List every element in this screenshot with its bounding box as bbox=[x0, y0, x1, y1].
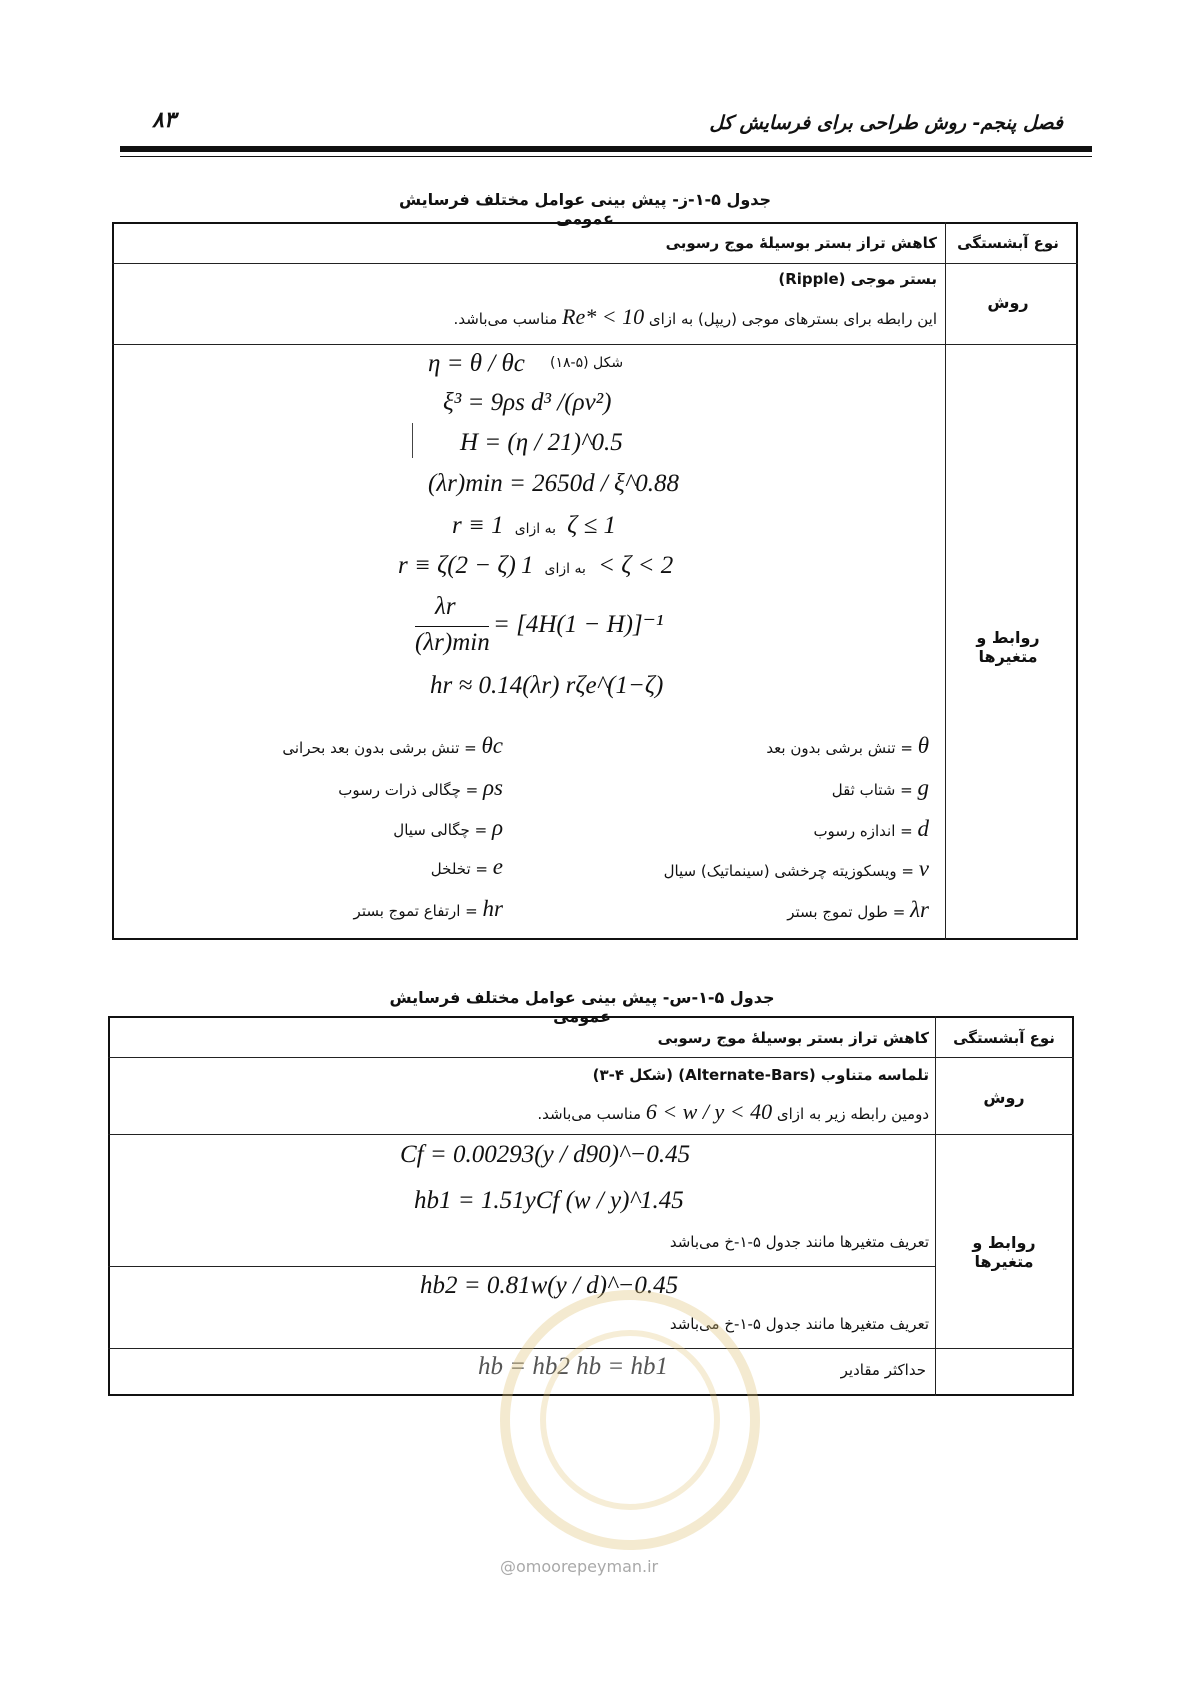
table2-max-eq: hb = hb2 hb = hb1 bbox=[478, 1353, 668, 1380]
table1-var-theta-c-def: = تنش برشی بدون بعد بحرانی bbox=[282, 739, 477, 757]
table1-method-desc bbox=[377, 304, 937, 330]
table1-eq-r2-lhs: r ≡ ζ(2 − ζ) bbox=[398, 552, 516, 579]
table2-method-desc-pre: دومین رابطه زیر به ازای bbox=[776, 1105, 929, 1123]
table2-method-title: تلماسه متناوب (Alternate-Bars) (شکل ۴-۳) bbox=[592, 1066, 929, 1084]
table1-var-theta-c bbox=[282, 733, 503, 759]
table1-eq-h: H = (η / 21)^0.5 bbox=[460, 429, 623, 456]
header-rule bbox=[120, 146, 1092, 152]
header-rule-thin bbox=[120, 156, 1092, 157]
table1-type-label: نوع آبشستگی bbox=[957, 234, 1059, 252]
table1-eq-ratio-rhs: = [4H(1 − H)]⁻¹ bbox=[493, 611, 664, 638]
table1-method-desc-pre: این رابطه برای بسترهای موجی (ریپل) به ازای bbox=[648, 310, 937, 328]
table1-eq-xi: ξ³ = 9ρs d³ /(ρν²) bbox=[443, 389, 612, 416]
table1-var-theta-c-sym: θc bbox=[481, 733, 503, 758]
table1-method-desc-post: مناسب می‌باشد. bbox=[453, 310, 558, 328]
table2-note1: تعریف متغیرها مانند جدول ۵-۱-خ می‌باشد bbox=[669, 1233, 929, 1251]
table1-var-theta-def: = تنش برشی بدون بعد bbox=[766, 739, 913, 757]
table1-type-value: کاهش تراز بستر بوسیلهٔ موج رسوبی bbox=[665, 234, 937, 252]
table1-var-nu bbox=[664, 856, 929, 882]
table1-cursor-mark bbox=[412, 423, 413, 458]
table1-var-rho-s-def: = چگالی ذرات رسوب bbox=[338, 781, 479, 799]
table1-var-rho-sym: ρ bbox=[491, 815, 503, 840]
table1-var-nu-def: = ویسکوزیته چرخشی (سینماتیک) سیال bbox=[663, 862, 914, 880]
running-head: فصل پنجم- روش طراحی برای فرسایش کل bbox=[709, 112, 1063, 134]
table1-eq-ratio-den: (λr)min bbox=[415, 629, 490, 656]
table1-eq-r1-cond: ζ ≤ 1 bbox=[567, 512, 616, 539]
table1-var-d bbox=[813, 816, 929, 842]
table2-eq-hb2: hb2 = 0.81w(y / d)^−0.45 bbox=[420, 1272, 679, 1299]
page-number: ۸۳ bbox=[152, 108, 176, 133]
table1-eq-r2 bbox=[398, 552, 673, 580]
watermark-text: @omoorepeyman.ir bbox=[500, 1557, 659, 1576]
table2-caption: جدول ۵-۱-س- پیش بینی عوامل مختلف فرسایش عمومی bbox=[389, 988, 775, 1026]
table2-eq-hb1: hb1 = 1.51yCf (w / y)^1.45 bbox=[414, 1187, 684, 1214]
table1-var-hr bbox=[354, 896, 503, 922]
table1-eq-r2-cond: 1 < ζ < 2 bbox=[520, 552, 674, 579]
table1-eq-hr: hr ≈ 0.14(λr) rζe^(1−ζ) bbox=[430, 672, 664, 699]
table2-method-desc bbox=[369, 1099, 929, 1125]
table1-var-hr-def: = ارتفاع تموج بستر bbox=[353, 902, 478, 920]
table1-var-theta bbox=[766, 733, 929, 759]
table2-type-label: نوع آبشستگی bbox=[953, 1029, 1055, 1047]
table1-eq-ratio-num: λr bbox=[435, 593, 456, 620]
table1-eq-eta-ref: شکل (۵-۱۸) bbox=[550, 355, 624, 371]
table1-var-d-sym: d bbox=[917, 816, 929, 841]
table1-var-rho bbox=[393, 815, 503, 841]
table1-var-g bbox=[832, 775, 929, 801]
table1-eq-ratio-bar bbox=[415, 626, 489, 627]
table2-max-label: حداکثر مقادیر bbox=[840, 1361, 926, 1379]
table1-relations-label: روابط و متغیرها bbox=[976, 628, 1040, 666]
table1-eq-r2-word: به ازای bbox=[544, 561, 586, 577]
table2-relations-label: روابط و متغیرها bbox=[972, 1233, 1036, 1271]
table2-method-desc-post: مناسب می‌باشد. bbox=[537, 1105, 642, 1123]
table1-var-lambda-sym: λr bbox=[910, 897, 929, 922]
watermark-seal-inner bbox=[540, 1330, 720, 1510]
table1-method-condition: Re* < 10 bbox=[562, 304, 645, 329]
table1-row-divider bbox=[112, 344, 1078, 345]
table1-var-lambda bbox=[787, 897, 929, 923]
table2-eq-cf: Cf = 0.00293(y / d90)^−0.45 bbox=[400, 1141, 691, 1168]
table1-eq-r1 bbox=[452, 512, 616, 540]
table1-var-theta-sym: θ bbox=[917, 733, 929, 758]
table1-var-g-def: = شتاب ثقل bbox=[831, 781, 913, 799]
table2-note2: تعریف متغیرها مانند جدول ۵-۱-خ می‌باشد bbox=[669, 1315, 929, 1333]
table1-method-label: روش bbox=[987, 293, 1029, 312]
table1-var-e-def: = تخلخل bbox=[430, 860, 488, 878]
table2-type-value: کاهش تراز بستر بوسیلهٔ موج رسوبی bbox=[657, 1029, 929, 1047]
table1-var-nu-sym: ν bbox=[918, 856, 929, 881]
table1-var-rho-s bbox=[338, 775, 503, 801]
table1-var-hr-sym: hr bbox=[482, 896, 503, 921]
table1-eq-lambda-min: (λr)min = 2650d / ξ^0.88 bbox=[428, 470, 680, 497]
table1-eq-r1-lhs: r ≡ 1 bbox=[452, 512, 504, 539]
table1-var-lambda-def: = طول تموج بستر bbox=[787, 903, 906, 921]
table1-var-rho-s-sym: ρs bbox=[483, 775, 503, 800]
table2-method-condition: 6 < w / y < 40 bbox=[645, 1099, 773, 1124]
table2-col-divider bbox=[935, 1016, 936, 1396]
table1-var-e-sym: e bbox=[492, 854, 503, 879]
table1-row-divider bbox=[112, 263, 1078, 264]
table1-eq-eta: η = θ / θc bbox=[428, 350, 525, 377]
table1-var-g-sym: g bbox=[917, 775, 929, 800]
table1-caption: جدول ۵-۱-ز- پیش بینی عوامل مختلف فرسایش عمومی bbox=[398, 190, 772, 228]
table1-eq-r1-word: به ازای bbox=[514, 521, 557, 537]
table1-var-e bbox=[431, 854, 503, 880]
table1-var-rho-def: = چگالی سیال bbox=[393, 821, 488, 839]
table1-col-divider bbox=[945, 222, 946, 940]
table2-row-divider bbox=[108, 1134, 1074, 1135]
table1-eq-ratio bbox=[415, 593, 664, 663]
table2-row-divider bbox=[108, 1266, 936, 1267]
table1-method-title: بستر موجی (Ripple) bbox=[778, 270, 937, 288]
table1-var-d-def: = اندازه رسوب bbox=[813, 822, 913, 840]
table2-row-divider bbox=[108, 1057, 1074, 1058]
table2-method-label: روش bbox=[983, 1088, 1025, 1107]
